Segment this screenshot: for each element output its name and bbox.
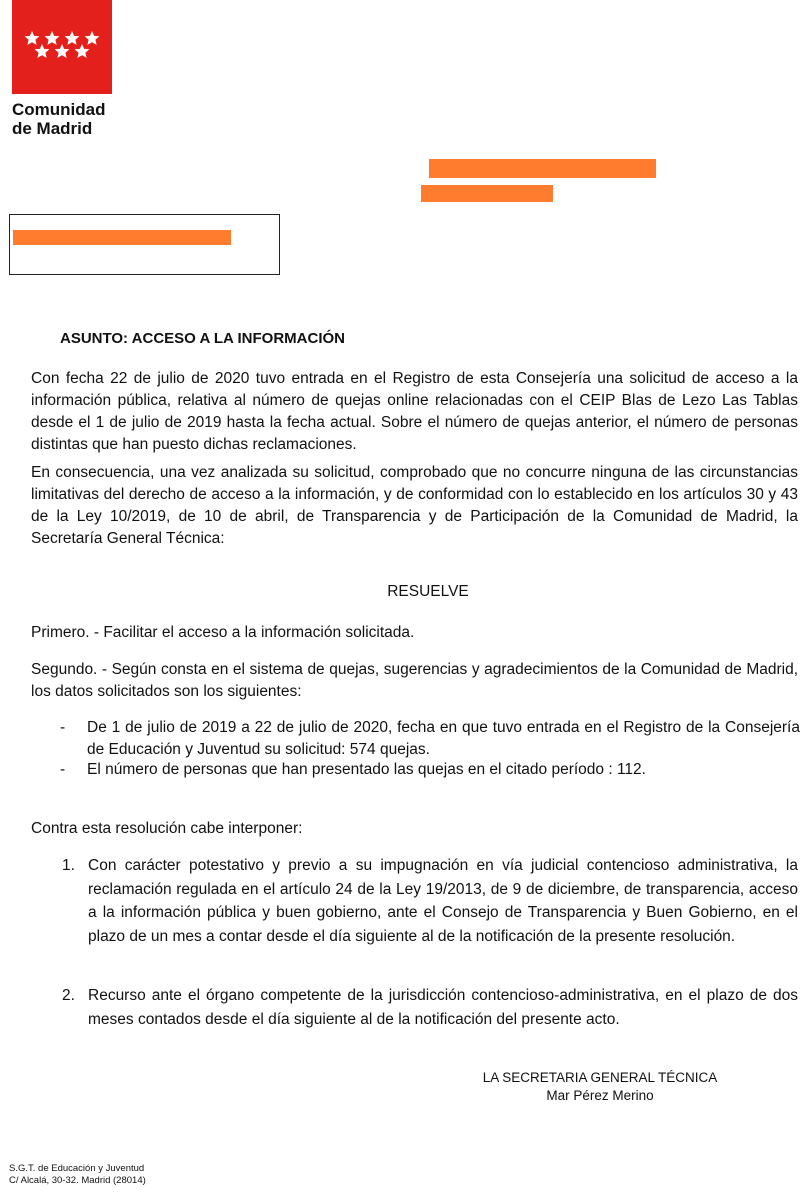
paragraph-request: Con fecha 22 de julio de 2020 tuvo entrada en el Registro de esta Consejería una solicitud de acceso a la información pública, relativa al número de quejas online relacionadas con el CEIP Blas de Lezo Las Tablas desde el 1 de julio de 2019 hasta la fecha actual. Sobre el número de quejas anterior, el número de personas distintas que han puesto dichas reclamaciones.	[31, 370, 798, 453]
bullet-text: El número de personas que han presentado las quejas en el citado período : 112.	[87, 761, 646, 778]
list-item	[60, 759, 800, 781]
list-item	[60, 717, 800, 761]
item-number: 1.	[62, 857, 75, 874]
redaction-block	[13, 230, 231, 245]
appeal-intro: Contra esta resolución cabe interponer:	[31, 820, 303, 837]
stars-emblem-icon	[12, 0, 112, 94]
resolve-title: RESUELVE	[387, 583, 469, 600]
signature-role: LA SECRETARIA GENERAL TÉCNICA	[482, 1070, 718, 1085]
bullet-dash: -	[60, 761, 66, 778]
list-item	[62, 854, 798, 948]
item-number: 2.	[62, 987, 75, 1004]
signature-block	[440, 1069, 760, 1105]
comunidad-madrid-logo	[12, 0, 112, 94]
list-item	[62, 984, 798, 1031]
item-text: Con carácter potestativo y previo a su impugnación en vía judicial contencioso administrativa, la reclamación regulada en el artículo 24 de la Ley 19/2013, de 9 de diciembre, de transparencia, acceso a la información pública y buen gobierno, ante el Consejo de Transparencia y Buen Gobierno, en el plazo de un mes a contar desde el día siguiente al de la notificación de la presente resolución.	[88, 857, 798, 945]
footer-address	[9, 1163, 146, 1187]
footer-line-1: S.G.T. de Educación y Juventud	[9, 1163, 145, 1174]
logo-line-1: Comunidad	[12, 100, 106, 119]
redaction-block	[421, 185, 553, 202]
segundo-paragraph: Segundo. - Según consta en el sistema de quejas, sugerencias y agradecimientos de la Comunidad de Madrid, los datos solicitados son los siguientes:	[31, 661, 798, 700]
primero-paragraph: Primero. - Facilitar el acceso a la información solicitada.	[31, 624, 415, 641]
item-text: Recurso ante el órgano competente de la jurisdicción contencioso-administrativa, en el plazo de dos meses contados desde el día siguiente al de la notificación del presente acto.	[88, 987, 798, 1028]
redaction-block	[429, 159, 656, 178]
signature-name: Mar Pérez Merino	[546, 1088, 654, 1103]
subject-heading: ASUNTO: ACCESO A LA INFORMACIÓN	[60, 330, 345, 347]
logo-wordmark	[12, 100, 106, 138]
bullet-text: De 1 de julio de 2019 a 22 de julio de 2020, fecha en que tuvo entrada en el Registro de la Consejería de Educación y Juventud su solicitud: 574 quejas.	[87, 719, 800, 758]
bullet-dash: -	[60, 719, 66, 736]
paragraph-consequence: En consecuencia, una vez analizada su solicitud, comprobado que no concurre ninguna de las circunstancias limitativas del derecho de acceso a la información, y de conformidad con lo establecido en los artículos 30 y 43 de la Ley 10/2019, de 10 de abril, de Transparencia y de Participación de la Comunidad de Madrid, la Secretaría General Técnica:	[31, 464, 798, 547]
footer-line-2: C/ Alcalá, 30-32. Madrid (28014)	[9, 1175, 146, 1186]
logo-line-2: de Madrid	[12, 119, 93, 138]
